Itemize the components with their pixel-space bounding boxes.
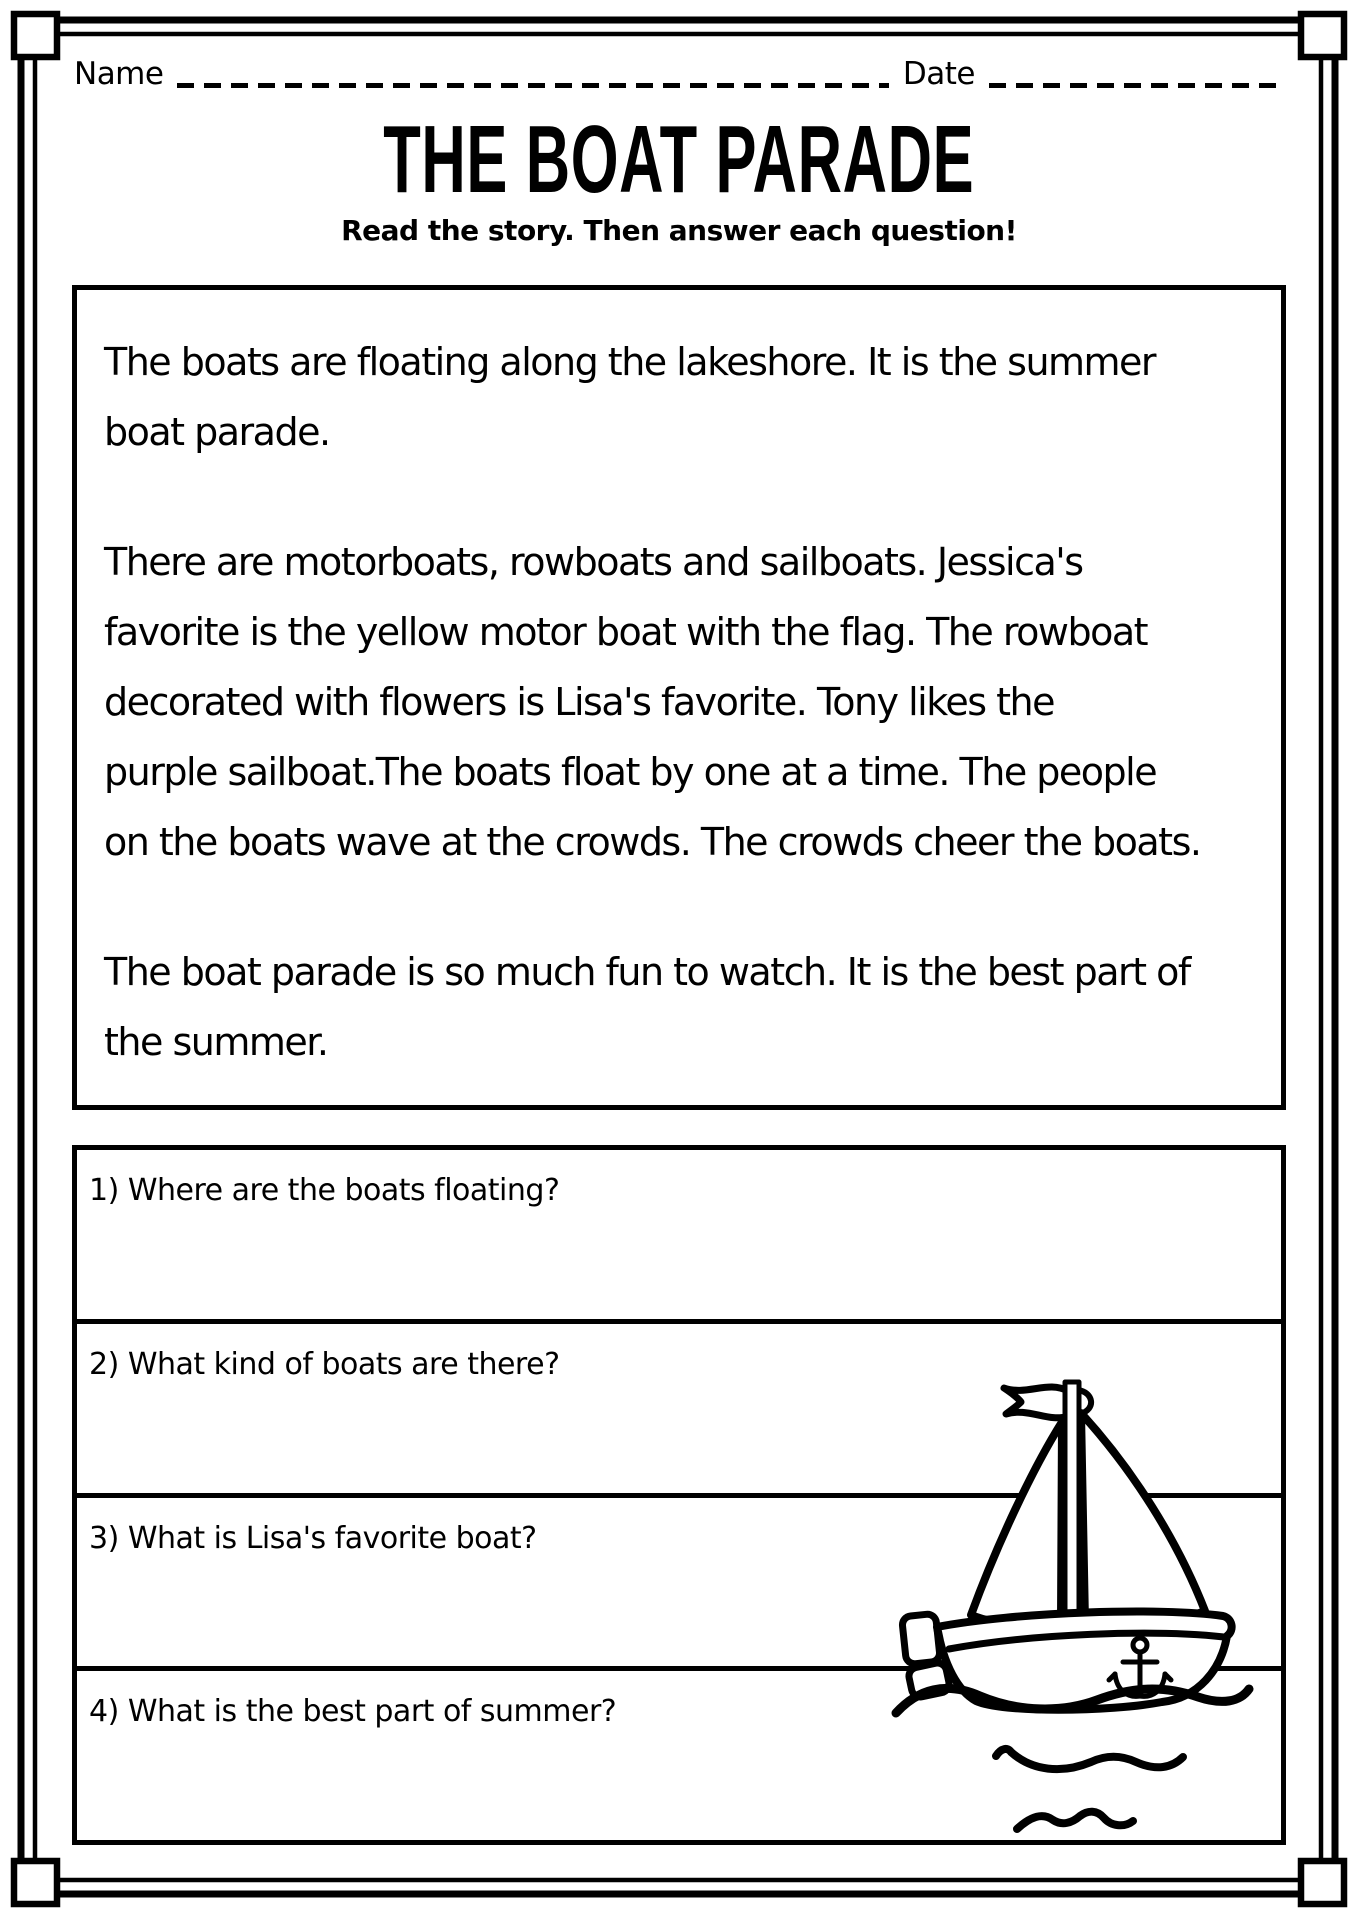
questions-box bbox=[72, 1145, 1286, 1845]
story-line: The boat parade is so much fun to watch. It is the best part of bbox=[104, 950, 1190, 994]
title-wrap bbox=[0, 106, 1358, 213]
page-subtitle: Read the story. Then answer each question! bbox=[341, 214, 1017, 247]
date-blank-line[interactable] bbox=[989, 83, 1285, 88]
question-label: 3) What is Lisa's favorite boat? bbox=[89, 1520, 537, 1556]
story-line: decorated with flowers is Lisa's favorite. Tony likes the bbox=[104, 680, 1054, 724]
question-label: 1) Where are the boats floating? bbox=[89, 1173, 560, 1208]
question-row bbox=[77, 1150, 1281, 1319]
story-line: The boats are floating along the lakeshore. It is the summer bbox=[104, 340, 1156, 384]
question-label: 2) What kind of boats are there? bbox=[89, 1346, 560, 1382]
corner-square-top-right bbox=[1301, 14, 1344, 57]
question-row bbox=[77, 1493, 1281, 1667]
story-line: boat parade. bbox=[104, 410, 330, 454]
corner-square-bottom-right bbox=[1301, 1861, 1344, 1904]
corner-square-bottom-left bbox=[14, 1861, 57, 1904]
story-paragraph bbox=[104, 527, 1265, 877]
name-date-row bbox=[74, 54, 1285, 94]
story-box bbox=[72, 285, 1286, 1110]
story-paragraph bbox=[104, 327, 1265, 467]
question-row bbox=[77, 1666, 1281, 1840]
question-row bbox=[77, 1319, 1281, 1493]
page-title: THE BOAT PARADE bbox=[383, 106, 975, 213]
story-line: purple sailboat.The boats float by one at a time. The people bbox=[104, 750, 1157, 794]
answer-space[interactable] bbox=[77, 1210, 1281, 1319]
corner-square-top-left bbox=[14, 14, 57, 57]
name-label: Name bbox=[74, 56, 164, 92]
answer-space[interactable] bbox=[77, 1558, 1281, 1667]
question-label: 4) What is the best part of summer? bbox=[89, 1694, 617, 1730]
story-line: the summer. bbox=[104, 1020, 328, 1064]
date-label: Date bbox=[902, 56, 975, 92]
answer-space[interactable] bbox=[77, 1731, 1281, 1840]
answer-space[interactable] bbox=[77, 1384, 1281, 1493]
story-line: on the boats wave at the crowds. The crowds cheer the boats. bbox=[104, 820, 1201, 864]
story-line: There are motorboats, rowboats and sailboats. Jessica's bbox=[104, 540, 1083, 584]
story-line: favorite is the yellow motor boat with the flag. The rowboat bbox=[104, 610, 1148, 654]
story-paragraph bbox=[104, 937, 1265, 1077]
name-blank-line[interactable] bbox=[177, 83, 888, 88]
